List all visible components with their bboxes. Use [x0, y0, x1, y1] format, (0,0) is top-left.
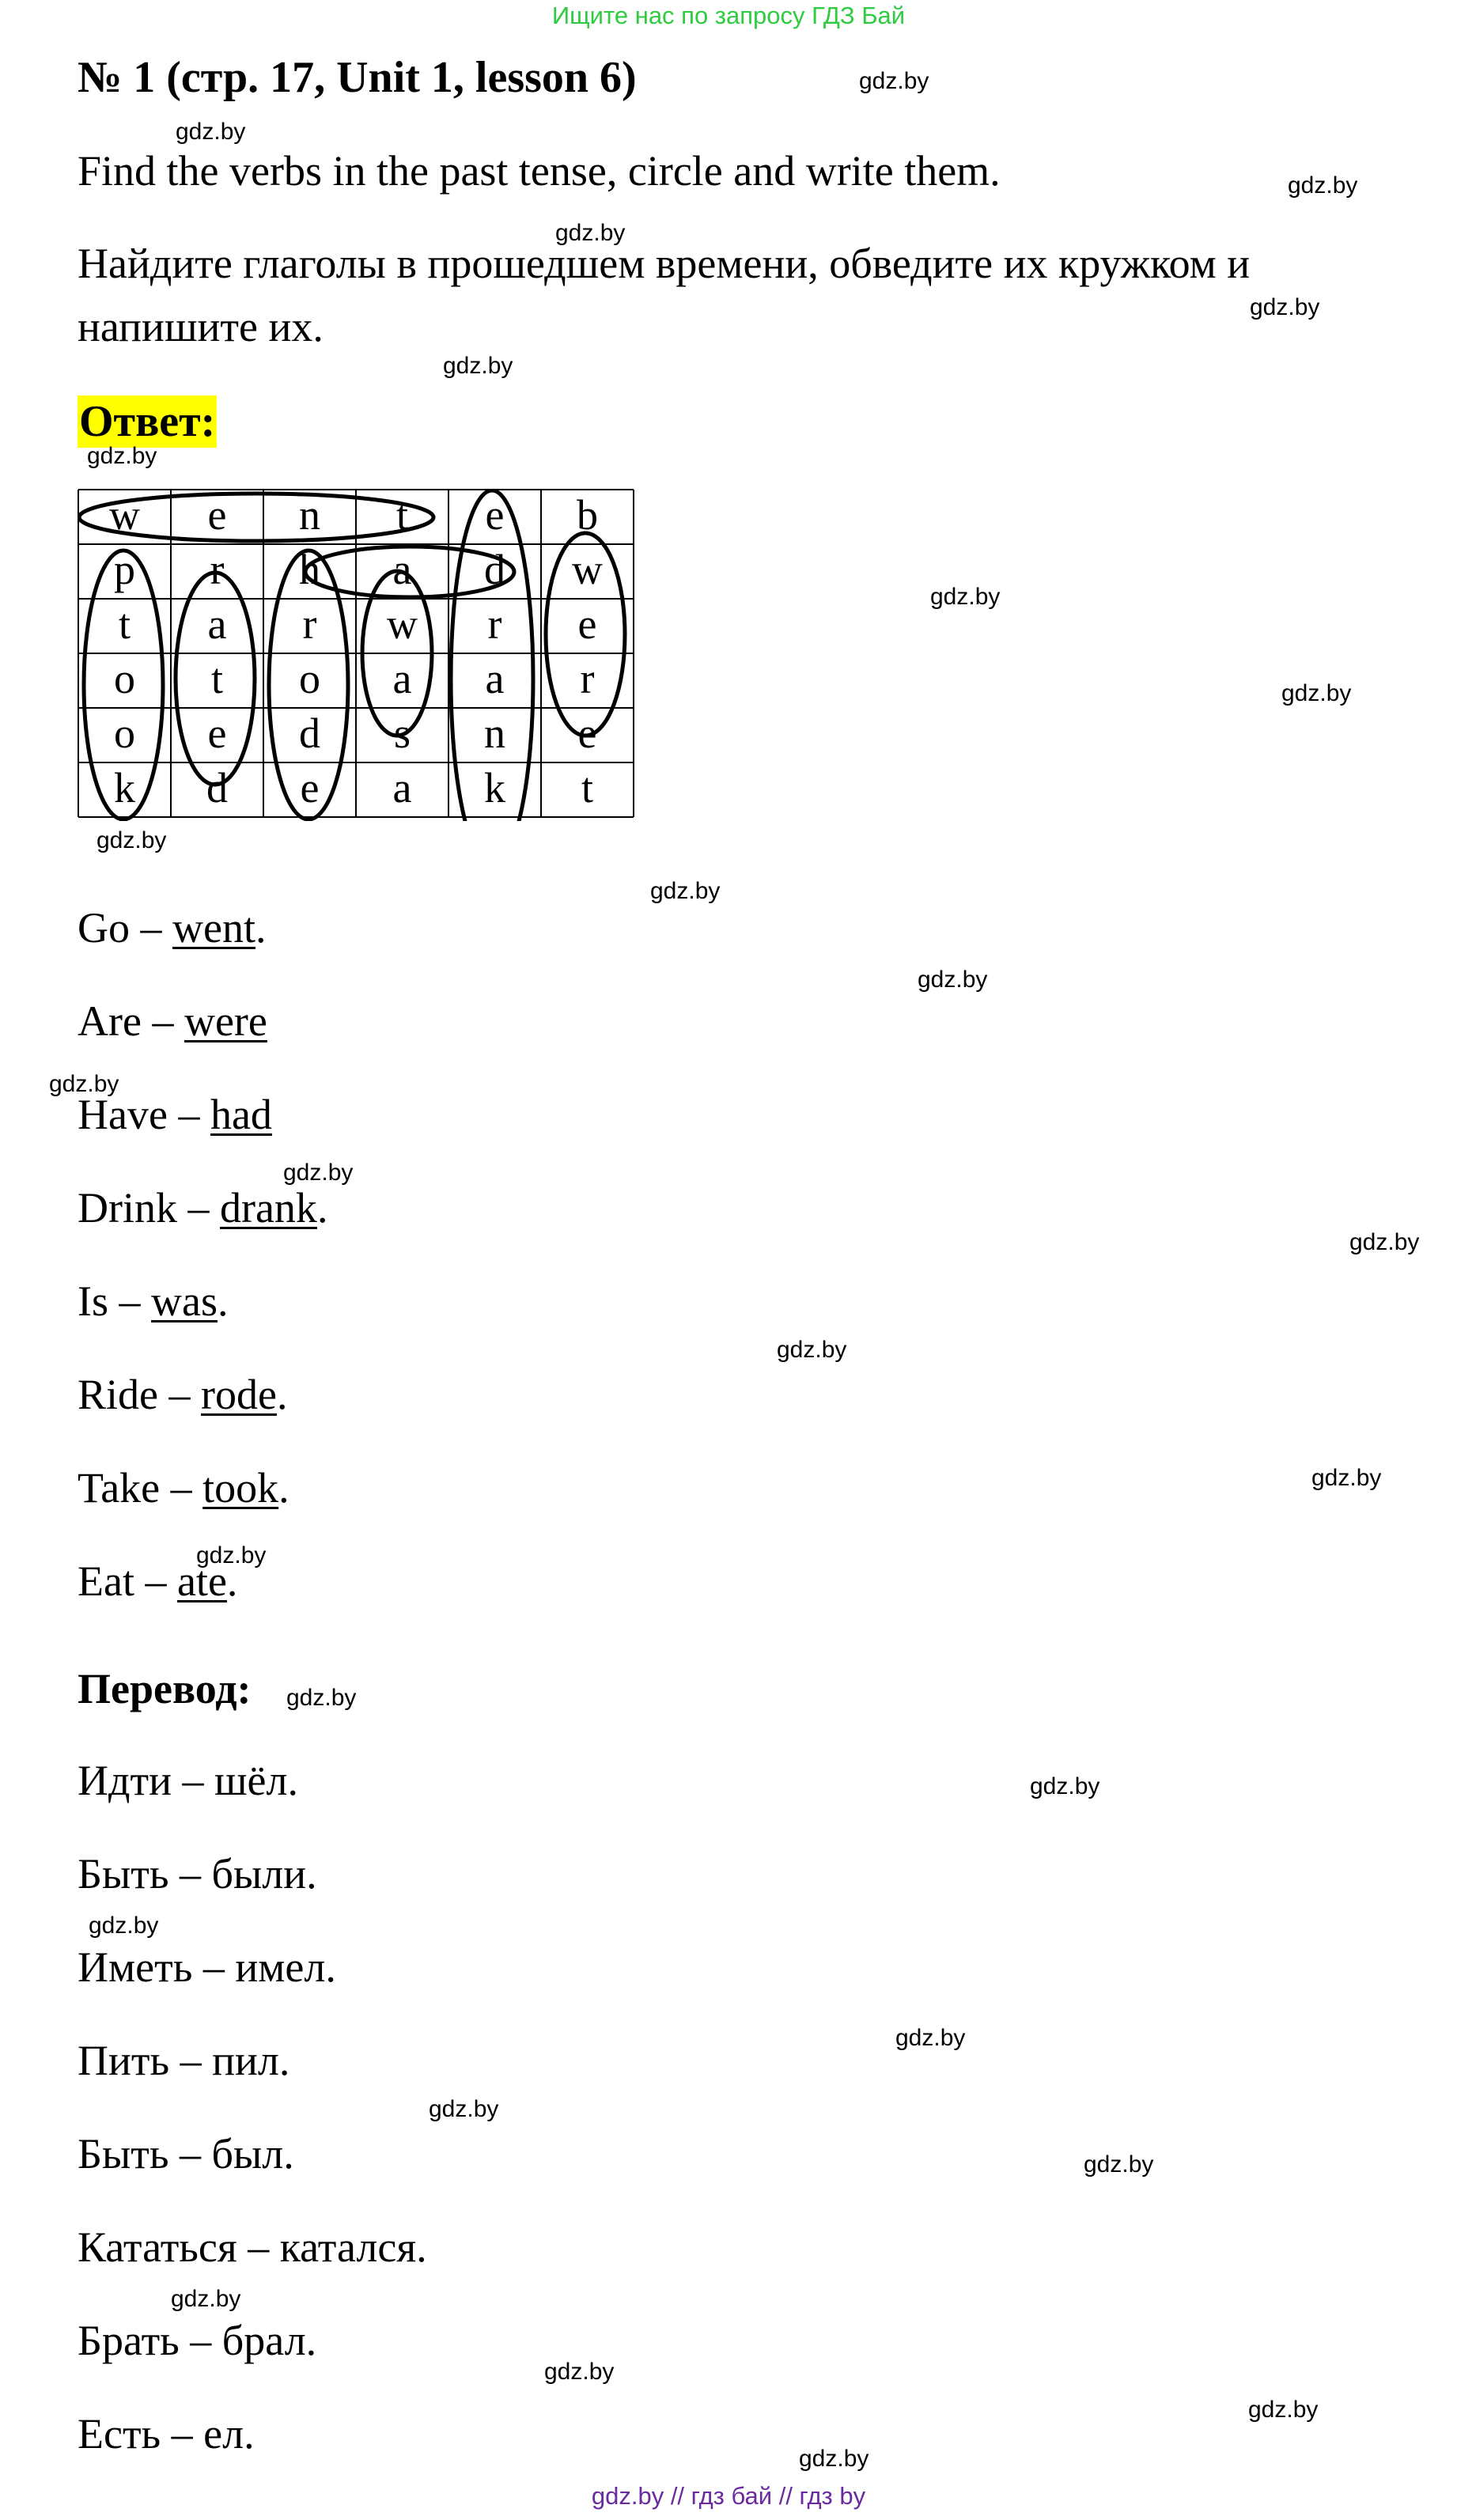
dash: –: [160, 1464, 203, 1512]
grid-letter: n: [299, 491, 320, 539]
watermark: gdz.by: [429, 2096, 499, 2122]
watermark: gdz.by: [286, 1685, 357, 1711]
watermark: gdz.by: [171, 2286, 241, 2312]
verb-past: took: [202, 1464, 279, 1512]
grid-letter: e: [207, 709, 227, 757]
watermark: gdz.by: [176, 119, 246, 145]
answer-label: Ответ:: [79, 397, 216, 446]
watermark: gdz.by: [1250, 294, 1320, 320]
watermark: gdz.by: [1288, 172, 1358, 199]
punctuation: .: [278, 1464, 290, 1512]
grid-letter: h: [299, 546, 320, 593]
punctuation: .: [217, 1277, 229, 1325]
watermark: gdz.by: [930, 584, 1001, 610]
grid-letter: r: [302, 600, 317, 648]
grid-letter: o: [114, 709, 135, 757]
punctuation: .: [276, 1371, 288, 1418]
translation-line: Идти – шёл.: [78, 1757, 298, 1804]
grid-letter: w: [387, 600, 418, 648]
translation-line: Пить – пил.: [78, 2037, 290, 2084]
grid-letter: s: [393, 709, 411, 757]
verb-pair: [78, 1183, 327, 1232]
punctuation: .: [255, 904, 267, 952]
watermark: gdz.by: [1084, 2151, 1154, 2178]
grid-letter: d: [299, 709, 320, 757]
instruction-english: Find the verbs in the past tense, circle and write them.: [78, 147, 1001, 195]
grid-letter: r: [487, 600, 502, 648]
verb-pair: [78, 1370, 287, 1419]
verb-base: Ride: [78, 1371, 158, 1418]
grid-letter: p: [114, 546, 135, 593]
verb-past: had: [210, 1091, 272, 1138]
verb-pair: [78, 1463, 290, 1512]
watermark: gdz.by: [443, 353, 513, 379]
dash: –: [108, 1277, 151, 1325]
verb-past: drank: [219, 1184, 317, 1232]
grid-letter: t: [118, 600, 131, 648]
grid-letter: e: [300, 764, 320, 812]
watermark: gdz.by: [799, 2446, 869, 2472]
translation-line: Быть – был.: [78, 2130, 294, 2178]
exercise-title: № 1 (стр. 17, Unit 1, lesson 6): [78, 53, 637, 102]
watermark: gdz.by: [87, 443, 157, 469]
grid-letter: t: [210, 655, 224, 702]
translation-line: Есть – ел.: [78, 2410, 255, 2458]
grid-letter: a: [392, 764, 412, 812]
watermark: gdz.by: [283, 1160, 354, 1186]
grid-letter: a: [392, 546, 412, 593]
watermark: gdz.by: [1311, 1465, 1382, 1491]
grid-letter: e: [577, 709, 597, 757]
grid-letter: w: [109, 491, 140, 539]
watermark: gdz.by: [89, 1913, 159, 1939]
translation-line: Быть – были.: [78, 1850, 317, 1898]
verb-base: Is: [78, 1277, 108, 1325]
dash: –: [158, 1371, 201, 1418]
instruction-russian-line-1: Найдите глаголы в прошедшем времени, обведите их кружком и: [78, 240, 1251, 287]
watermark: gdz.by: [97, 827, 167, 853]
verb-past: ate: [176, 1557, 227, 1605]
watermark: gdz.by: [859, 68, 929, 94]
watermark: gdz.by: [1281, 680, 1352, 706]
verb-past: was: [151, 1277, 218, 1325]
footer-links: gdz.by // гдз бай // гдз by: [591, 2482, 866, 2510]
grid-letter: k: [114, 764, 135, 812]
verb-past: went: [172, 904, 255, 952]
verb-base: Have: [78, 1091, 168, 1138]
search-banner: Ищите нас по запросу ГДЗ Бай: [551, 2, 906, 29]
instruction-russian-line-2: напишите их.: [78, 303, 324, 350]
dash: –: [167, 1091, 210, 1138]
verb-base: Go: [78, 904, 130, 952]
verb-base: Drink: [78, 1184, 177, 1232]
watermark: gdz.by: [555, 220, 626, 246]
grid-letter: o: [114, 655, 135, 702]
punctuation: .: [316, 1184, 328, 1232]
dash: –: [134, 1557, 177, 1605]
watermark: gdz.by: [1349, 1229, 1420, 1255]
grid-letter: e: [485, 491, 505, 539]
verb-base: Are: [78, 997, 142, 1045]
verb-base: Take: [78, 1464, 161, 1512]
translation-line: Кататься – катался.: [78, 2223, 427, 2271]
grid-letter: n: [484, 709, 505, 757]
watermark: gdz.by: [918, 967, 988, 993]
grid-letter: w: [572, 546, 603, 593]
watermark: gdz.by: [650, 878, 721, 904]
grid-letter: t: [581, 764, 594, 812]
watermark: gdz.by: [895, 2025, 966, 2051]
grid-letter: k: [484, 764, 505, 812]
grid-letter: o: [299, 655, 320, 702]
verb-past: were: [184, 997, 267, 1045]
watermark: gdz.by: [1248, 2397, 1319, 2423]
grid-letter: d: [484, 546, 505, 593]
translation-heading: Перевод:: [78, 1665, 252, 1712]
watermark: gdz.by: [196, 1542, 267, 1568]
word-search-grid: [78, 489, 647, 821]
grid-letter: e: [577, 600, 597, 648]
translation-line: Брать – брал.: [78, 2317, 317, 2364]
watermark: gdz.by: [544, 2359, 615, 2385]
dash: –: [141, 997, 184, 1045]
verb-pair: [78, 1277, 228, 1326]
dash: –: [130, 904, 172, 952]
grid-letter: a: [207, 600, 227, 648]
watermark: gdz.by: [1030, 1773, 1100, 1799]
grid-letter: a: [392, 655, 412, 702]
verb-past: rode: [201, 1371, 277, 1418]
punctuation: .: [226, 1557, 238, 1605]
verb-pair: [78, 903, 266, 952]
watermark: gdz.by: [777, 1337, 847, 1363]
grid-letter: t: [395, 491, 409, 539]
grid-letter: a: [485, 655, 505, 702]
grid-letter: b: [577, 491, 598, 539]
dash: –: [176, 1184, 220, 1232]
watermark: gdz.by: [49, 1071, 119, 1097]
verb-pair: [78, 997, 267, 1046]
grid-letter: e: [207, 491, 227, 539]
grid-letter: r: [210, 546, 225, 593]
grid-letter: d: [206, 764, 228, 812]
translation-line: Иметь – имел.: [78, 1943, 336, 1991]
verb-base: Eat: [78, 1557, 134, 1605]
grid-letter: r: [580, 655, 595, 702]
